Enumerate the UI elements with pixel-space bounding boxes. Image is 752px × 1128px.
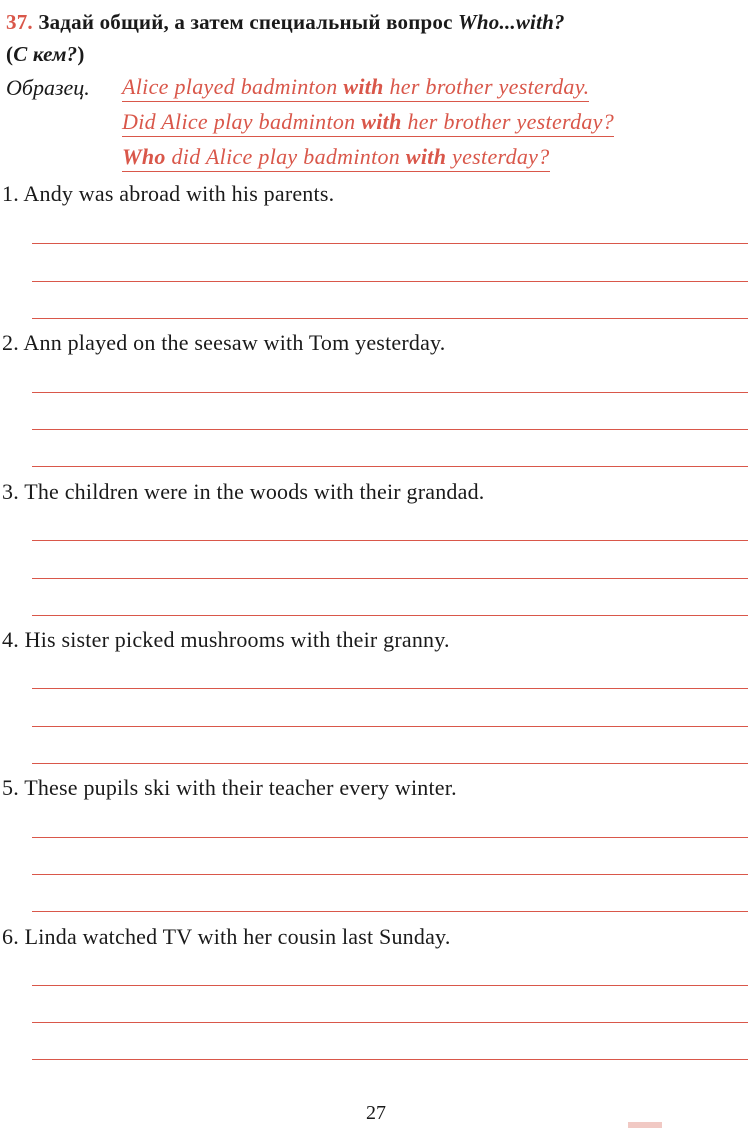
task-1-sentence [2,180,748,208]
task-6-sentence [2,923,748,951]
answer-line-6b[interactable] [32,1022,748,1023]
exercise-instruction: Задай общий, а затем специальный вопрос [38,10,453,34]
answer-line-4b[interactable] [32,726,748,727]
sample-special-who: Who [122,144,166,169]
exercise-question-form: Who...with? [458,10,565,34]
answer-line-4c[interactable] [32,763,748,764]
task-3-sentence [2,478,748,506]
task-6 [2,923,748,951]
answer-line-6c[interactable] [32,1059,748,1060]
exercise-question-translation: С кем? [13,42,78,66]
sample-statement-keyword: with [343,74,384,99]
answer-line-1b[interactable] [32,281,748,282]
task-number: 1. [2,181,19,206]
task-text: These pupils ski with their teacher every winter. [24,775,457,800]
sample-label: Образец. [6,75,90,100]
task-number: 4. [2,627,19,652]
sample-special-middle: did Alice play badminton [165,144,406,169]
sample-statement-start: Alice played badminton [122,74,344,99]
sample-general-end: her brother yesterday? [401,109,615,134]
answer-line-2c[interactable] [32,466,748,467]
answer-line-3b[interactable] [32,578,748,579]
answer-line-2a[interactable] [32,392,748,393]
answer-line-4a[interactable] [32,688,748,689]
task-1 [2,180,748,208]
answer-line-5a[interactable] [32,837,748,838]
task-number: 3. [2,479,19,504]
answer-line-3c[interactable] [32,615,748,616]
task-text: The children were in the woods with their grandad. [24,479,485,504]
task-4 [2,626,748,654]
sample-general-keyword: with [361,109,402,134]
answer-line-5b[interactable] [32,874,748,875]
answer-line-1c[interactable] [32,318,748,319]
sample-general-start: Did Alice play badminton [122,109,362,134]
exercise-number: 37. [6,10,33,34]
task-2-sentence [2,329,748,357]
corner-mark [628,1122,662,1128]
answer-line-6a[interactable] [32,985,748,986]
answer-line-3a[interactable] [32,540,748,541]
answer-line-2b[interactable] [32,429,748,430]
sample-special-keyword: with [405,144,447,169]
answer-line-1a[interactable] [32,243,748,244]
sample-statement [122,74,589,102]
task-4-sentence [2,626,748,654]
exercise-heading: 37. Задай общий, а затем специальный вопрос Who...with? (С кем?) [6,10,565,66]
task-text: Andy was abroad with his parents. [23,181,335,206]
task-number: 6. [2,924,19,949]
task-text: Ann played on the seesaw with Tom yesterday. [23,330,446,355]
task-number: 5. [2,775,19,800]
sample-special-end: yesterday? [446,144,550,169]
sample-statement-end: her brother yesterday. [383,74,590,99]
task-5 [2,774,748,802]
task-number: 2. [2,330,19,355]
answer-line-5c[interactable] [32,911,748,912]
sample-general-question [122,109,614,137]
sample-special-question [122,144,550,172]
task-text: Linda watched TV with her cousin last Sunday. [24,924,451,949]
task-3 [2,478,748,506]
task-2 [2,329,748,357]
task-text: His sister picked mushrooms with their granny. [24,627,450,652]
page-number: 27 [366,1102,386,1124]
task-5-sentence [2,774,748,802]
